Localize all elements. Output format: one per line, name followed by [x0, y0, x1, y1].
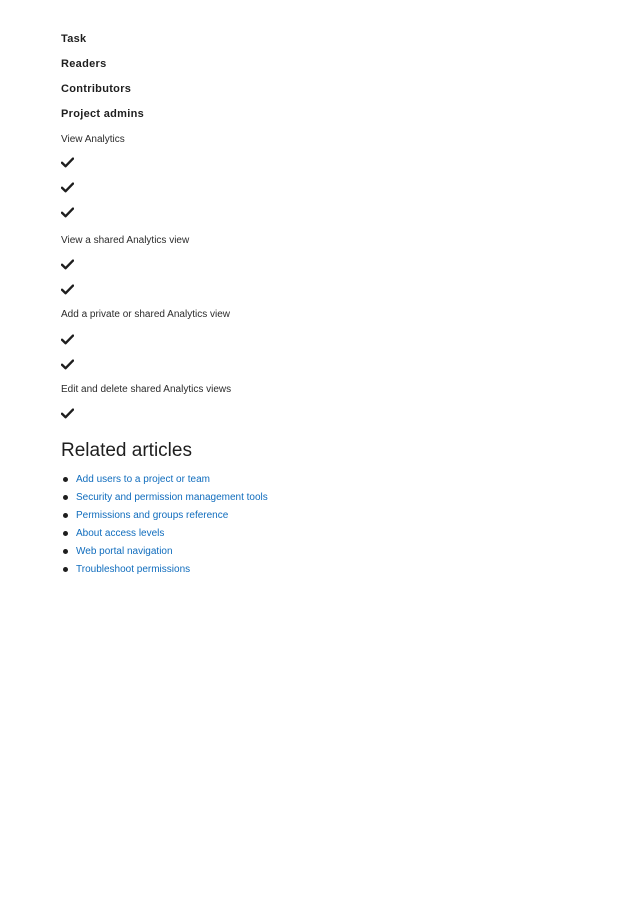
bullet-icon — [63, 495, 68, 500]
bullet-icon — [63, 531, 68, 536]
checkmark-icon — [61, 182, 74, 193]
permission-label-add-view: Add a private or shared Analytics view — [61, 309, 230, 320]
permission-label-view-shared-view: View a shared Analytics view — [61, 235, 190, 246]
checkmark-icon — [61, 207, 74, 218]
list-item — [61, 560, 268, 578]
permission-label-edit-delete-views: Edit and delete shared Analytics views — [61, 384, 232, 395]
list-item — [61, 542, 268, 560]
checkmark-icon — [61, 408, 74, 419]
column-header-project-admins: Project admins — [61, 108, 145, 120]
link-troubleshoot-permissions[interactable]: Troubleshoot permissions — [76, 563, 191, 575]
column-header-readers: Readers — [61, 58, 107, 70]
list-item — [61, 470, 268, 488]
checkmark-icon — [61, 157, 74, 168]
related-articles-list — [61, 470, 268, 578]
column-header-contributors: Contributors — [61, 83, 132, 95]
checkmark-icon — [61, 334, 74, 345]
checkmark-icon — [61, 284, 74, 295]
list-item — [61, 506, 268, 524]
column-header-task: Task — [61, 33, 87, 45]
list-item — [61, 524, 268, 542]
permission-label-view-analytics: View Analytics — [61, 134, 125, 145]
link-access-levels[interactable]: About access levels — [76, 527, 165, 539]
list-item — [61, 488, 268, 506]
link-add-users[interactable]: Add users to a project or team — [76, 473, 210, 485]
link-permissions-reference[interactable]: Permissions and groups reference — [76, 509, 229, 521]
checkmark-icon — [61, 359, 74, 370]
bullet-icon — [63, 549, 68, 554]
related-articles-heading: Related articles — [61, 440, 192, 461]
link-security-tools[interactable]: Security and permission management tools — [76, 491, 268, 503]
bullet-icon — [63, 567, 68, 572]
bullet-icon — [63, 513, 68, 518]
checkmark-icon — [61, 259, 74, 270]
bullet-icon — [63, 477, 68, 482]
link-web-portal-navigation[interactable]: Web portal navigation — [76, 545, 173, 557]
